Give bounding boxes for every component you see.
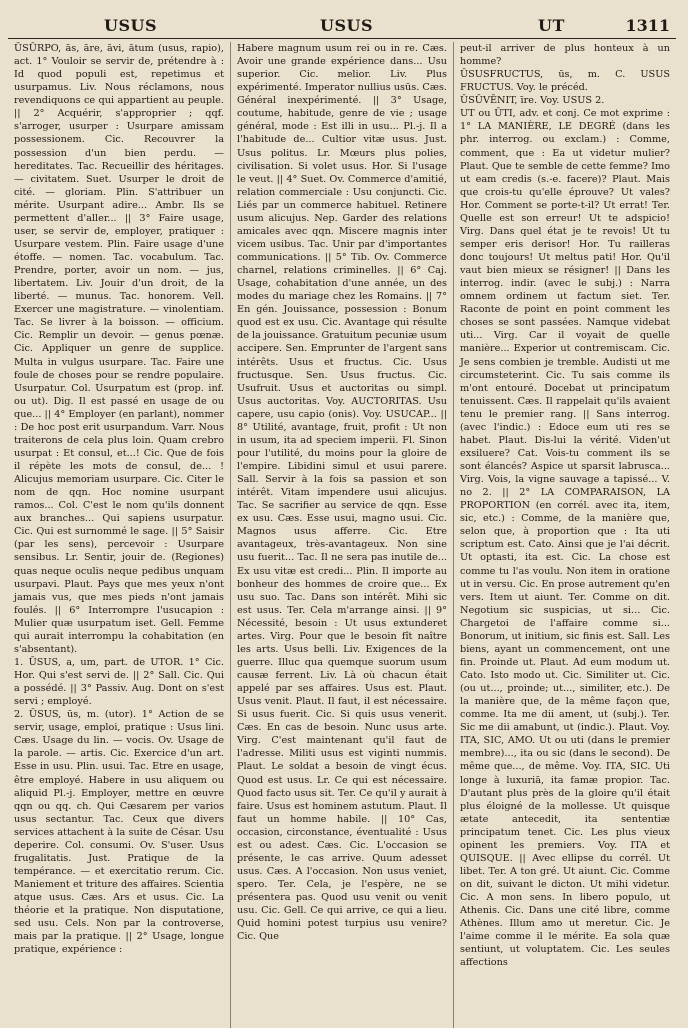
entry-usurpo: ŪSŪRPO, ās, āre, āvi, ātum (usus, rapio), act. 1° Vouloir se servir de, prétendre à : Id quod populi est, repetimus et usurpamus. Liv. Nous réclamons, nous revendiquons ce qui appartient au peuple. || 2° Acquérir, s'approprier ; qqf. s'arroger, usurper : Usurpare amissam possessionem. Cic. Recouvrer la possession d'un bien perdu. — hereditates. Tac. Recueillir des héritages. — civitatem. Suet. Usurper le droit de cité. — gloriam. Plin. S'attribuer un mérite. Usurpant adire... Ambr. Ils se permettent d'aller... || 3° Faire usage, user, se servir de, employer, pratiquer : Usurpare vestem. Plin. Faire usage d'une étoffe. — nomen. Tac. vocabulum. Tac. Prendre, porter, avoir un nom. — jus, libertatem. Liv. Jouir d'un droit, de la liberté. — munus. Tac. honorem. Vell. Exercer une magistrature. — vinolentiam. Tac. Se livrer à la boisson. — officium. Cic. Remplir un devoir. — genus pœnæ. Cic. Appliquer un genre de supplice. Multa in vulgus usurpare. Tac. Faire une foule de choses pour se rendre populaire. Usurpatur. Col. Usurpatum est (prop. inf. ou ut). Dig. Il est passé en usage de ou que... || 4° Employer (en parlant), nommer : De hoc post erit usurpandum. Varr. Nous traiterons de cela plus loin. Quam crebro usurpat : Et consul, et...! Cic. Que de fois il répète les mots de consul, de... ! Alicujus memoriam usurpare. Cic. Citer le nom de qqn. Hoc nomine usurpant ramos... Col. C'est le nom qu'ils donnent aux branches... Qui sapiens usurpatur. Cic. Qui est surnommé le sage. || 5° Saisir (par les sens), percevoir : Usurpare sensibus. Lr. Sentir, jouir de. (Regiones) quas neque oculis neque pedibus unquam usurpavi. Plaut. Pays que mes yeux n'ont jamais vus, que mes pieds n'ont jamais foulés. || 6° Interrompre l'usucapion : Mulier quæ usurpatum iset. Gell. Femme qui aurait interrompu la cohabitation (en s'absentant). <box>14 43 224 655</box>
running-header <box>8 14 676 38</box>
header-headword-left: USUS <box>104 16 158 35</box>
entry-ut: UT ou ŪTI, adv. et conj. Ce mot exprime : 1° LA MANIÈRE, LE DEGRÉ (dans les phr. interrog. ou exclam.) : Comme, comment, que : Ea ut videtur mulier? Plaut. Que te semble de cette femme? Imo ut eam credis (s.-e. facere)? Plaut. Mais que crois-tu qu'elle éprouve? Ut vales? Hor. Comment se porte-t-il? Ut errat! Ter. Quelle est son erreur! Ut te adspicio! Virg. Dans quel état je te revois! Ut tu semper eris derisor! Hor. Tu railleras donc toujours! Ut meltus pati! Hor. Qu'il vaut bien mieux se résigner! || Dans les interrog. indir. (avec le subj.) : Narra omnem ordinem ut factum siet. Ter. Raconte de point en point comment les choses se sont passées. Namque videbat uti... Virg. Car il voyait de quelle manière... Experior ut contremiscam. Cic. Je sens combien je tremble. Audisti ut me circumsteterint. Cic. Tu sais comme ils m'ont entouré. Docebat ut principatum tenuissent. Cæs. Il rappelait qu'ils avaient tenu le premier rang. || Sans interrog. (avec l'indic.) : Edoce eum uti res se habet. Plaut. Dis-lui la vérité. Viden'ut exsiluere? Cat. Vois-tu comment ils se sont élancés? Aspice ut sparsit labrusca... Virg. Vois, la vigne sauvage a tapissé... V. no 2. || 2° LA COMPARAISON, LA PROPORTION (en corrél. avec ita, item, sic, etc.) : Comme, de la manière que, selon que, à proportion que : Ita uti scriptum est. Cato. Ainsi que je l'ai décrit. Ut optasti, ita est. Cic. La chose est comme tu l'as voulu. Non item in oratione ut in versu. Cic. En prose autrement qu'en vers. Item ut aiunt. Ter. Comme on dit. Negotium sic suspicias, ut si... Cic. Chargetoi de l'affaire comme si... Bonorum, ut initium, sic finis est. Sall. Les biens, ayant un commencement, ont une fin. Proinde ut. Plaut. Ad eum modum ut. Cato. Isto modo ut. Cic. Similiter ut. Cic. (ou ut..., proinde; ut..., similiter, etc.). De la manière que, de la même façon que, comme. Ita me dii ament, ut (subj.). Ter. Sic me dii amabunt, ut (indic.). Plaut. Voy. ITA, SIC, AMO. Ut ou uti (dans le premier membre)..., ita ou sic (dans le second). De même que..., de même. Voy. ITA, SIC. Uti longe à luxuriā, ita famæ propior. Tac. D'autant plus près de la gloire qu'il était plus éloigné de la mollesse. Ut quisque ætate antecedit, ita sententiæ principatum tenet. Cic. Les plus vieux opinent les premiers. Voy. ITA et QUISQUE. || Avec ellipse du corrél. Ut libet. Ter. A ton gré. Ut aiunt. Cic. Comme on dit, suivant le dicton. Ut mihi videtur. Cic. A mon sens. In libero populo, ut Athenis. Cic. Dans une cité libre, comme Athènes. Illum amo ut meretur. Cic. Je l'aime comme il le mérite. Ea sola quæ sentiunt, ut voluptatem. Cic. Les seules affections <box>460 108 670 969</box>
column-middle <box>231 42 454 1028</box>
text-columns <box>8 42 676 1028</box>
entry-usus-2: 2. ŪSUS, ūs, m. (utor). 1° Action de se servir, usage, emploi, pratique : Usus lini. Cæs. Usage du lin. — vocis. Ov. Usage de la parole. — artis. Cic. Exercice d'un art. Esse in usu. Plin. usui. Tac. Etre en usage, être employé. Habere in usu aliquem ou aliquid Pl.-j. Employer, mettre en œuvre qqn ou qq. ch. Qui Cæsarem per varios usus sectantur. Tac. Ceux que divers services attachent à la suite de César. Usu deperire. Col. consumi. Ov. S'user. Usus frugalitatis. Just. Pratique de la tempérance. — et exercitatio rerum. Cic. Maniement et triture des affaires. Scientia atque usus. Cæs. Ars et usus. Cic. La théorie et la pratique. Non disputatione, sed usu. Cels. Non par la controverse, mais par la pratique. || 2° Usage, longue pratique, expérience : <box>14 709 224 956</box>
entry-usus-1: 1. ŪSUS, a, um, part. de UTOR. 1° Cic. Hor. Qui s'est servi de. || 2° Sall. Cic. Qui a possédé. || 3° Passiv. Aug. Dont on s'est servi ; employé. <box>14 656 224 708</box>
entry-usus-2-continued: Habere magnum usum rei ou in re. Cæs. Avoir une grande expérience dans... Usu superior. Cic. melior. Liv. Plus expérimenté. Imperator nullius usūs. Cæs. Général inexpérimenté. || 3° Usage, coutume, habitude, genre de vie ; usage général, mode : Est illi in usu... Pl.-j. Il a l'habitude de... Cultior vitæ usus. Just. Usus politus. Lr. Mœurs plus polies, civilisation. Si volet usus. Hor. Si l'usage le veut. || 4° Suet. Ov. Commerce d'amitié, relation commerciale : Usu conjuncti. Cic. Liés par un commerce habituel. Retinere usum alicujus. Nep. Garder des relations amicales avec qqn. Miscere magnis inter vicem usibus. Tac. Unir par d'importantes communications. || 5° Tib. Ov. Commerce charnel, relations criminelles. || 6° Caj. Usage, cohabitation d'une année, un des modes du mariage chez les Romains. || 7° En gén. Jouissance, possession : Bonum quod est ex usu. Cic. Avantage qui résulte de la jouissance. Gratuitum pecuniæ usum accipere. Sen. Emprunter de l'argent sans intérêts. Usus et fructus. Cic. Usus fructusque. Sen. Usus fructus. Cic. Usufruit. Usus et auctoritas ou simpl. Usus auctoritas. Voy. AUCTORITAS. Usu capere, usu capio (onis). Voy. USUCAP... || 8° Utilité, avantage, fruit, profit : Ut non in usum, ita ad speciem imperii. Fl. Sinon pour l'utilité, du moins pour la gloire de l'empire. Libidini simul et usui parere. Sall. Servir à la fois sa passion et son intérêt. Vitam impendere usui alicujus. Tac. Se sacrifier au service de qqn. Esse ex usu. Cæs. Esse usui, magno usui. Cic. Magnos usus afferre. Cic. Etre avantageux, très-avantageux. Non sine usu fuerit... Tac. Il ne sera pas inutile de... Ex usu vitæ est credi... Plin. Il importe au bonheur des hommes de croire que... Ex usu suo. Tac. Dans son intérêt. Mihi sic est usus. Ter. Cela m'arrange ainsi. || 9° Nécessité, besoin : Ut usus extunderet artes. Virg. Pour que le besoin fît naître les arts. Usus belli. Liv. Exigences de la guerre. Illuc qua quemque suorum usum causæ ferrent. Liv. Là où chacun était appelé par ses affaires. Usus est. Plaut. Usus venit. Plaut. Il faut, il est nécessaire. Si usus fuerit. Cic. Si quis usus venerit. Cæs. En cas de besoin. Nunc usus arte. Virg. C'est maintenant qu'il faut de l'adresse. Militi usus est viginti nummis. Plaut. Le soldat a besoin de vingt écus. Quod est usus. Lr. Ce qui est nécessaire. Quod facto usus sit. Ter. Ce qu'il y aurait à faire. Usus est hominem astutum. Plaut. Il faut un homme habile. || 10° Cas, occasion, circonstance, éventualité : Usus est ou adest. Cæs. Cic. L'occasion se présente, le cas arrive. Quum adesset usus. Cæs. A l'occasion. Non usus veniet, spero. Ter. Cela, je l'espère, ne se présentera pas. Quod usu venit ou venit usu. Cic. Gell. Ce qui arrive, ce qui a lieu. Quid homini potest turpius usu venire? Cic. Que <box>237 43 447 943</box>
column-right <box>454 42 676 1028</box>
header-headword-right: UT <box>538 16 565 35</box>
entry-usuvenit: ŪSŪVĒNIT, īre. Voy. USUS 2. <box>460 95 605 107</box>
header-rule <box>8 38 676 39</box>
header-headword-center: USUS <box>320 16 374 35</box>
entry-usus-2-end: peut-il arriver de plus honteux à un homme? <box>460 43 670 68</box>
page-number: 1311 <box>625 16 670 35</box>
column-left <box>8 42 231 1028</box>
entry-ususfructus: ŪSUSFRUCTUS, ūs, m. C. USUS FRUCTUS. Voy. le précéd. <box>460 69 670 94</box>
